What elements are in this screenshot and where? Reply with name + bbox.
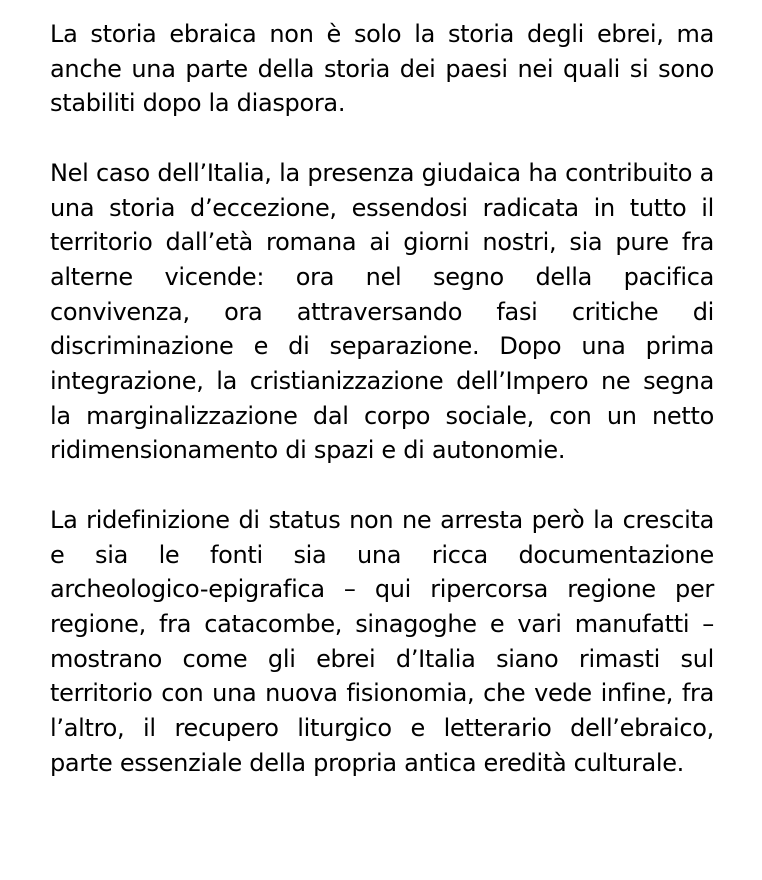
paragraph-introduction: La storia ebraica non è solo la storia degli ebrei, ma anche una parte della storia dei paesi nei quali si sono stabiliti dopo la diaspora.: [50, 20, 714, 118]
paragraph-status-redefinition: La ridefinizione di status non ne arresta però la crescita e sia le fonti sia una ricca documentazione archeologico-epigrafica – qui ripercorsa regione per regione, fra catacombe, sinagoghe e vari manufatti – mostrano come gli ebrei d’Italia siano rimasti sul territorio con una nuova fisionomia, che vede infine, fra l’altro, il recupero liturgico e letterario dell’ebraico, parte essenziale della propria antica eredità culturale.: [50, 505, 714, 777]
paragraph-italian-presence: Nel caso dell’Italia, la presenza giudaica ha contribuito a una storia d’eccezione, essendosi radicata in tutto il territorio dall’età romana ai giorni nostri, sia pure fra alterne vicende: ora nel segno della pacifica convivenza, ora attraversando fasi critiche di discriminazione e di separazione. Dopo una prima integrazione, la cristianizzazione dell’Impero ne segna la marginalizzazione dal corpo sociale, con un netto ridimensionamento di spazi e di autonomie.: [50, 158, 714, 465]
